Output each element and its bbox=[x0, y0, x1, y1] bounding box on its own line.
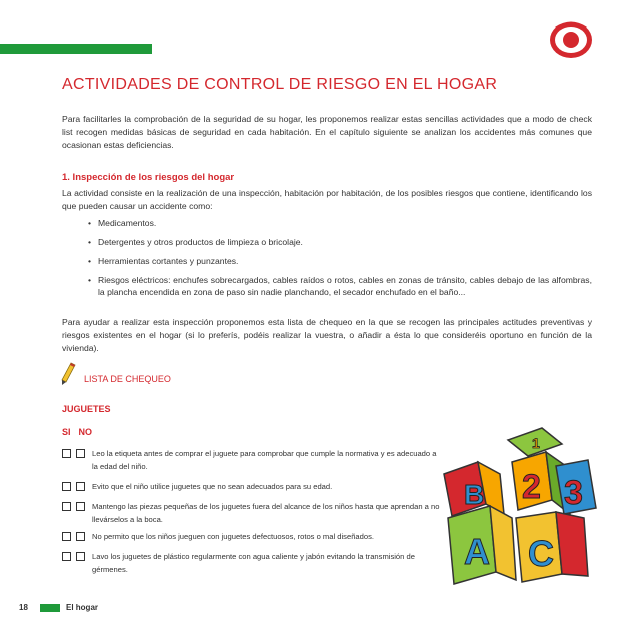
si-checkbox[interactable] bbox=[62, 482, 71, 491]
checklist-item: Lavo los juguetes de plástico regularmente con agua caliente y jabón evitando la transmisión de gérmenes. bbox=[62, 550, 442, 576]
checklist-item: Evito que el niño utilice juguetes que no sean adecuados para su edad. bbox=[62, 480, 442, 493]
si-checkbox[interactable] bbox=[62, 502, 71, 511]
si-checkbox[interactable] bbox=[62, 532, 71, 541]
bullet-icon: • bbox=[88, 275, 92, 285]
column-no: NO bbox=[78, 427, 93, 437]
checklist-title: LISTA DE CHEQUEO bbox=[84, 374, 171, 384]
no-checkbox[interactable] bbox=[76, 532, 85, 541]
checklist-item: Leo la etiqueta antes de comprar el juguete para comprobar que cumple la normativa y es adecuado a la edad del niño. bbox=[62, 447, 442, 473]
no-checkbox[interactable] bbox=[76, 482, 85, 491]
footer-green-bar bbox=[40, 604, 60, 612]
list-item: • Riesgos eléctricos: enchufes sobrecargados, cables raídos o rotos, cables en zonas de tránsito, cables debajo de las alfombras, la plancha encendida en zona de paso sin nadie planchando, el secador enchufado en el baño... bbox=[88, 275, 592, 297]
list-item: • Detergentes y otros productos de limpieza o bricolaje. bbox=[88, 237, 303, 247]
no-checkbox[interactable] bbox=[76, 502, 85, 511]
section-heading: 1. Inspección de los riesgos del hogar bbox=[62, 172, 235, 183]
bullet-icon: • bbox=[88, 237, 92, 247]
bullet-icon: • bbox=[88, 218, 92, 228]
si-checkbox[interactable] bbox=[62, 449, 71, 458]
block-number-3: 3 bbox=[564, 474, 583, 512]
block-letter-c: C bbox=[528, 533, 554, 574]
checklist-item: Mantengo las piezas pequeñas de los juguetes fuera del alcance de los niños hasta que aprendan a no llevárselos a la boca. bbox=[62, 500, 442, 526]
list-item: • Herramientas cortantes y punzantes. bbox=[88, 256, 239, 266]
block-letter-a: A bbox=[464, 531, 490, 572]
checklist-item: No permito que los niños jueguen con juguetes defectuosos, rotos o mal diseñados. bbox=[62, 530, 442, 543]
bullet-icon: • bbox=[88, 256, 92, 266]
emblem-logo-icon bbox=[548, 18, 594, 60]
block-number-2: 2 bbox=[522, 468, 541, 506]
no-checkbox[interactable] bbox=[76, 449, 85, 458]
checklist-columns bbox=[62, 427, 100, 437]
closing-paragraph: Para ayudar a realizar esta inspección proponemos esta lista de chequeo en la que se recogen las principales actitudes preventivas y riesgos existentes en el hogar (si lo preferís, podéis realizar la vuestra, o añadir a ésta lo que consideréis oportuno en función de la vivienda). bbox=[62, 317, 592, 353]
block-number-1: 1 bbox=[532, 435, 540, 451]
no-checkbox[interactable] bbox=[76, 552, 85, 561]
block-letter-b: B bbox=[464, 479, 485, 510]
toy-blocks-icon bbox=[438, 422, 606, 594]
pencil-icon bbox=[60, 362, 76, 386]
intro-paragraph: Para facilitarles la comprobación de la seguridad de su hogar, les proponemos realizar estas sencillas actividades que a modo de check list recogen medidas básicas de seguridad en cada habitación. En el capítulo siguiente se analizan los accidentes más comunes que ocasionan estas deficiencias. bbox=[62, 114, 592, 150]
checklist-category: JUGUETES bbox=[62, 404, 111, 414]
si-checkbox[interactable] bbox=[62, 552, 71, 561]
risk-list bbox=[88, 217, 592, 305]
footer-section-label: El hogar bbox=[66, 603, 99, 612]
top-green-bar bbox=[0, 44, 152, 54]
list-item: • Medicamentos. bbox=[88, 218, 157, 228]
page-number: 18 bbox=[19, 603, 28, 612]
column-si: SI bbox=[62, 427, 71, 437]
page-title: ACTIVIDADES DE CONTROL DE RIESGO EN EL HOGAR bbox=[62, 76, 498, 93]
section-paragraph: La actividad consiste en la realización de una inspección, habitación por habitación, de los posibles riesgos que contiene, identificando los que pueden causar un accidente como: bbox=[62, 188, 592, 211]
